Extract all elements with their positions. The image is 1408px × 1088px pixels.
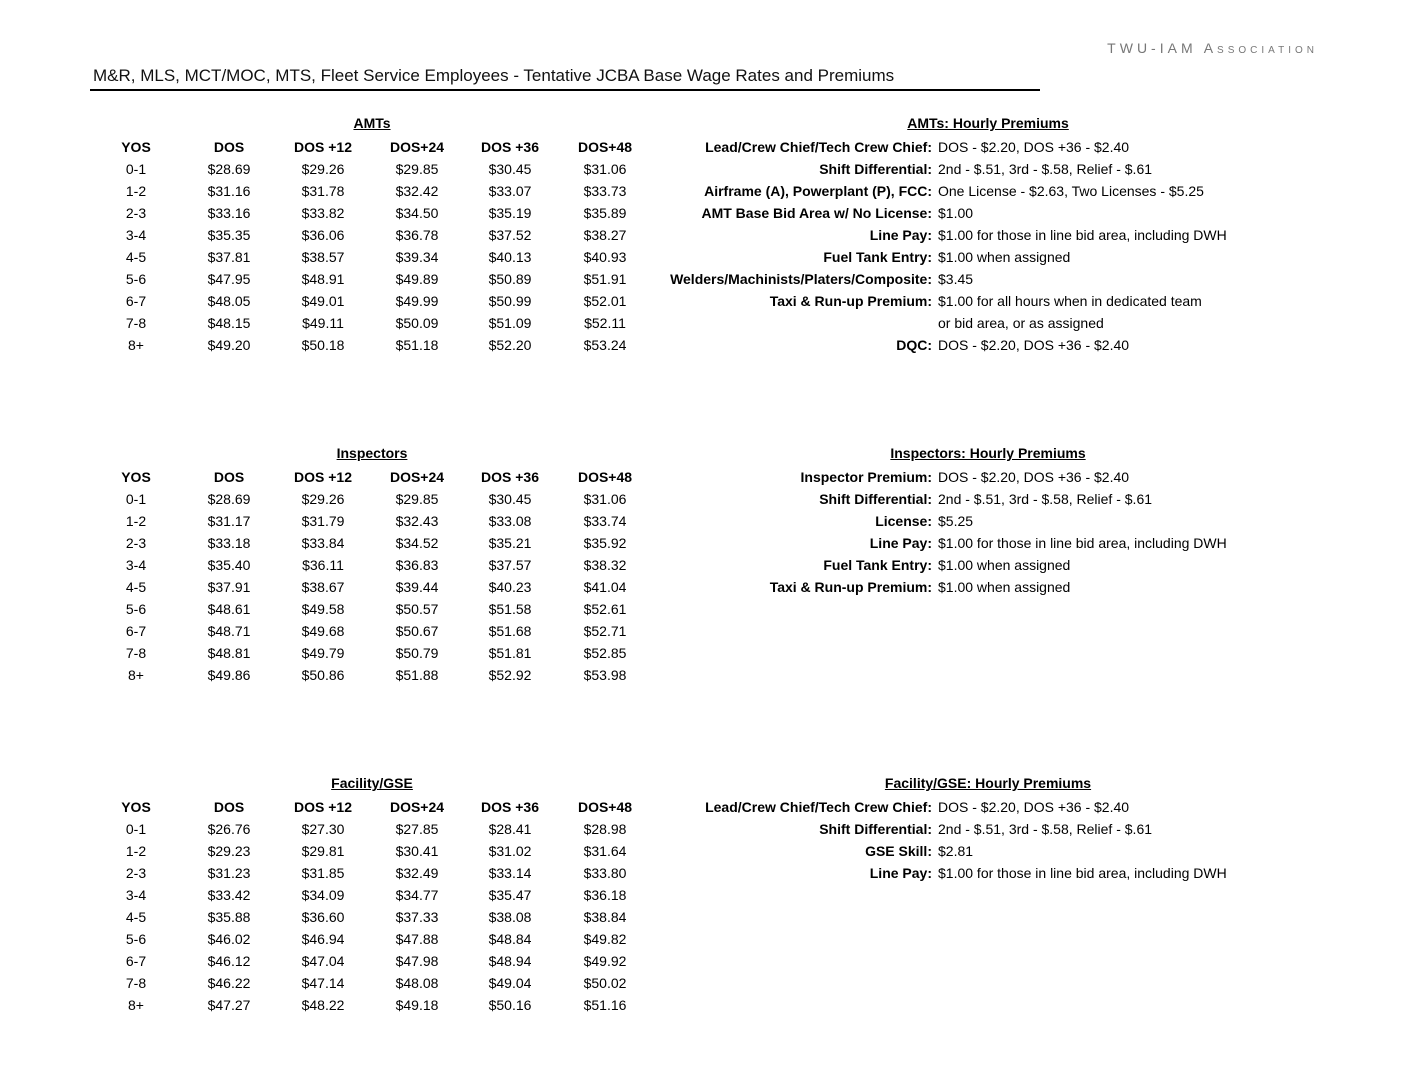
premium-value: $5.25 <box>938 513 974 529</box>
column-header: DOS +12 <box>294 139 352 155</box>
wage-cell: $37.91 <box>207 579 251 595</box>
wage-cell: $27.85 <box>395 821 439 837</box>
yos-cell: 0-1 <box>125 491 147 507</box>
premium-item <box>0 797 1408 819</box>
column-header: DOS +12 <box>294 469 352 485</box>
wage-cell: $32.43 <box>395 513 439 529</box>
yos-cell: 7-8 <box>125 645 147 661</box>
section-title: Facility/GSE <box>331 775 413 791</box>
wage-cell: $48.84 <box>488 931 532 947</box>
premium-label: Line Pay: <box>869 227 932 243</box>
yos-cell: 4-5 <box>125 909 147 925</box>
wage-cell: $40.23 <box>488 579 532 595</box>
column-header: DOS+24 <box>389 139 445 155</box>
wage-cell: $49.58 <box>301 601 345 617</box>
wage-cell: $51.16 <box>583 997 627 1013</box>
yos-cell: 8+ <box>128 667 144 683</box>
wage-cell: $35.21 <box>488 535 532 551</box>
premium-item <box>0 181 1408 203</box>
wage-cell: $50.16 <box>488 997 532 1013</box>
wage-cell: $48.81 <box>207 645 251 661</box>
wage-cell: $52.71 <box>583 623 627 639</box>
wage-cell: $32.42 <box>395 183 439 199</box>
wage-cell: $49.18 <box>395 997 439 1013</box>
wage-cell: $31.78 <box>301 183 345 199</box>
premium-item <box>0 225 1408 247</box>
wage-cell: $36.60 <box>301 909 345 925</box>
yos-cell: 1-2 <box>125 843 147 859</box>
wage-cell: $37.81 <box>207 249 251 265</box>
premium-label: Inspector Premium: <box>800 469 932 485</box>
yos-cell: 3-4 <box>125 887 147 903</box>
wage-cell: $33.18 <box>207 535 251 551</box>
wage-cell: $41.04 <box>583 579 627 595</box>
premium-value: $1.00 when assigned <box>938 249 1071 265</box>
wage-cell: $47.27 <box>207 997 251 1013</box>
column-header: DOS +36 <box>481 469 539 485</box>
column-header: DOS <box>213 469 245 485</box>
premium-value: $1.00 for those in line bid area, including DWH <box>938 865 1227 881</box>
premium-value: DOS - $2.20, DOS +36 - $2.40 <box>938 799 1130 815</box>
wage-cell: $33.08 <box>488 513 532 529</box>
wage-cell: $48.22 <box>301 997 345 1013</box>
wage-cell: $39.34 <box>395 249 439 265</box>
wage-cell: $48.71 <box>207 623 251 639</box>
table-row <box>0 951 700 973</box>
wage-cell: $31.17 <box>207 513 251 529</box>
wage-cell: $47.14 <box>301 975 345 991</box>
wage-cell: $34.50 <box>395 205 439 221</box>
wage-cell: $48.15 <box>207 315 251 331</box>
yos-cell: 5-6 <box>125 931 147 947</box>
yos-cell: 8+ <box>128 997 144 1013</box>
premium-value: $1.00 when assigned <box>938 579 1071 595</box>
wage-cell: $34.09 <box>301 887 345 903</box>
wage-cell: $31.06 <box>583 491 627 507</box>
yos-cell: 6-7 <box>125 623 147 639</box>
wage-cell: $33.14 <box>488 865 532 881</box>
wage-cell: $28.69 <box>207 161 251 177</box>
premium-item <box>0 863 1408 885</box>
wage-cell: $50.99 <box>488 293 532 309</box>
yos-cell: 2-3 <box>125 535 147 551</box>
premium-label: Line Pay: <box>869 865 932 881</box>
wage-cell: $48.08 <box>395 975 439 991</box>
wage-cell: $31.64 <box>583 843 627 859</box>
premium-label: DQC: <box>896 337 932 353</box>
wage-cell: $50.79 <box>395 645 439 661</box>
wage-cell: $46.02 <box>207 931 251 947</box>
wage-cell: $38.08 <box>488 909 532 925</box>
wage-cell: $31.16 <box>207 183 251 199</box>
column-header: DOS+48 <box>577 139 633 155</box>
premium-value: 2nd - $.51, 3rd - $.58, Relief - $.61 <box>938 491 1153 507</box>
yos-cell: 7-8 <box>125 315 147 331</box>
wage-cell: $38.67 <box>301 579 345 595</box>
premium-label: Shift Differential: <box>819 821 932 837</box>
premium-value: 2nd - $.51, 3rd - $.58, Relief - $.61 <box>938 821 1153 837</box>
table-row <box>0 973 700 995</box>
wage-cell: $28.69 <box>207 491 251 507</box>
wage-cell: $30.45 <box>488 491 532 507</box>
wage-cell: $36.18 <box>583 887 627 903</box>
yos-cell: 6-7 <box>125 293 147 309</box>
wage-cell: $51.88 <box>395 667 439 683</box>
wage-cell: $37.52 <box>488 227 532 243</box>
premiums-title: AMTs: Hourly Premiums <box>907 115 1069 131</box>
premium-item <box>0 159 1408 181</box>
column-header: DOS +36 <box>481 799 539 815</box>
wage-cell: $31.79 <box>301 513 345 529</box>
wage-cell: $33.84 <box>301 535 345 551</box>
wage-cell: $29.26 <box>301 491 345 507</box>
wage-cell: $35.40 <box>207 557 251 573</box>
premium-value: One License - $2.63, Two Licenses - $5.25 <box>938 183 1204 199</box>
wage-cell: $49.92 <box>583 953 627 969</box>
yos-cell: 4-5 <box>125 249 147 265</box>
title-rule <box>90 89 1040 91</box>
wage-cell: $33.73 <box>583 183 627 199</box>
wage-cell: $47.98 <box>395 953 439 969</box>
premium-value: $1.00 <box>938 205 974 221</box>
wage-cell: $33.74 <box>583 513 627 529</box>
yos-cell: 2-3 <box>125 205 147 221</box>
wage-cell: $40.93 <box>583 249 627 265</box>
table-row <box>0 907 700 929</box>
wage-cell: $33.16 <box>207 205 251 221</box>
premium-label: Fuel Tank Entry: <box>823 249 932 265</box>
yos-cell: 3-4 <box>125 227 147 243</box>
wage-cell: $48.94 <box>488 953 532 969</box>
wage-cell: $35.92 <box>583 535 627 551</box>
premium-label: Welders/Machinists/Platers/Composite: <box>670 271 932 287</box>
wage-cell: $52.92 <box>488 667 532 683</box>
premium-label: Lead/Crew Chief/Tech Crew Chief: <box>705 139 932 155</box>
wage-cell: $33.80 <box>583 865 627 881</box>
wage-cell: $50.18 <box>301 337 345 353</box>
wage-cell: $33.82 <box>301 205 345 221</box>
premium-item <box>0 137 1408 159</box>
wage-cell: $47.04 <box>301 953 345 969</box>
premiums-list <box>0 797 1408 885</box>
premium-item <box>0 335 1408 357</box>
wage-cell: $53.24 <box>583 337 627 353</box>
wage-cell: $35.88 <box>207 909 251 925</box>
wage-cell: $47.88 <box>395 931 439 947</box>
table-row <box>0 665 700 687</box>
premium-item <box>0 203 1408 225</box>
yos-cell: 1-2 <box>125 513 147 529</box>
wage-cell: $37.57 <box>488 557 532 573</box>
premium-value: $1.00 when assigned <box>938 557 1071 573</box>
premium-item <box>0 533 1408 555</box>
table-row <box>0 929 700 951</box>
premium-value: DOS - $2.20, DOS +36 - $2.40 <box>938 337 1130 353</box>
wage-cell: $28.98 <box>583 821 627 837</box>
wage-cell: $31.06 <box>583 161 627 177</box>
yos-cell: 0-1 <box>125 821 147 837</box>
wage-cell: $36.78 <box>395 227 439 243</box>
yos-cell: 2-3 <box>125 865 147 881</box>
wage-cell: $35.35 <box>207 227 251 243</box>
wage-cell: $48.91 <box>301 271 345 287</box>
wage-cell: $52.85 <box>583 645 627 661</box>
wage-cell: $26.76 <box>207 821 251 837</box>
premium-item <box>0 489 1408 511</box>
premium-item <box>0 269 1408 291</box>
premium-label: Lead/Crew Chief/Tech Crew Chief: <box>705 799 932 815</box>
wage-cell: $35.89 <box>583 205 627 221</box>
wage-cell: $52.61 <box>583 601 627 617</box>
wage-cell: $38.57 <box>301 249 345 265</box>
wage-cell: $31.85 <box>301 865 345 881</box>
wage-cell: $35.19 <box>488 205 532 221</box>
wage-cell: $49.68 <box>301 623 345 639</box>
wage-cell: $38.32 <box>583 557 627 573</box>
wage-cell: $51.81 <box>488 645 532 661</box>
premium-label: Shift Differential: <box>819 161 932 177</box>
yos-cell: 4-5 <box>125 579 147 595</box>
wage-cell: $52.20 <box>488 337 532 353</box>
wage-cell: $53.98 <box>583 667 627 683</box>
premium-value: or bid area, or as assigned <box>938 315 1104 331</box>
column-header: YOS <box>121 139 151 155</box>
premium-item <box>0 247 1408 269</box>
wage-cell: $50.89 <box>488 271 532 287</box>
premium-label: Airframe (A), Powerplant (P), FCC: <box>704 183 932 199</box>
premium-item <box>0 819 1408 841</box>
wage-cell: $50.86 <box>301 667 345 683</box>
wage-cell: $52.01 <box>583 293 627 309</box>
wage-cell: $51.58 <box>488 601 532 617</box>
premium-value: DOS - $2.20, DOS +36 - $2.40 <box>938 139 1130 155</box>
wage-cell: $50.09 <box>395 315 439 331</box>
wage-cell: $46.22 <box>207 975 251 991</box>
wage-cell: $49.20 <box>207 337 251 353</box>
premium-label: Line Pay: <box>869 535 932 551</box>
table-row <box>0 885 700 907</box>
premium-item <box>0 313 1408 335</box>
premium-value: $2.81 <box>938 843 974 859</box>
yos-cell: 5-6 <box>125 271 147 287</box>
wage-cell: $39.44 <box>395 579 439 595</box>
yos-cell: 0-1 <box>125 161 147 177</box>
premium-label: AMT Base Bid Area w/ No License: <box>701 205 932 221</box>
wage-cell: $49.79 <box>301 645 345 661</box>
premium-label: GSE Skill: <box>865 843 932 859</box>
premium-item <box>0 841 1408 863</box>
yos-cell: 1-2 <box>125 183 147 199</box>
wage-cell: $28.41 <box>488 821 532 837</box>
wage-cell: $51.18 <box>395 337 439 353</box>
column-header: DOS <box>213 139 245 155</box>
column-header: DOS+48 <box>577 469 633 485</box>
wage-cell: $40.13 <box>488 249 532 265</box>
wage-cell: $31.02 <box>488 843 532 859</box>
yos-cell: 5-6 <box>125 601 147 617</box>
premium-item <box>0 555 1408 577</box>
column-header: DOS+24 <box>389 469 445 485</box>
table-row <box>0 599 700 621</box>
premiums-list <box>0 137 1408 357</box>
wage-cell: $29.85 <box>395 161 439 177</box>
document-title: M&R, MLS, MCT/MOC, MTS, Fleet Service Employees - Tentative JCBA Base Wage Rates and Premiums <box>93 66 895 85</box>
wage-cell: $48.05 <box>207 293 251 309</box>
association-name: TWU-IAM Association <box>1107 40 1318 56</box>
premium-value: $3.45 <box>938 271 974 287</box>
premium-value: $1.00 for all hours when in dedicated team <box>938 293 1202 309</box>
column-header: DOS+24 <box>389 799 445 815</box>
column-header: DOS +12 <box>294 799 352 815</box>
premium-label: Fuel Tank Entry: <box>823 557 932 573</box>
premium-value: 2nd - $.51, 3rd - $.58, Relief - $.61 <box>938 161 1153 177</box>
wage-cell: $50.57 <box>395 601 439 617</box>
wage-cell: $29.26 <box>301 161 345 177</box>
premium-item <box>0 291 1408 313</box>
wage-cell: $51.68 <box>488 623 532 639</box>
wage-cell: $48.61 <box>207 601 251 617</box>
premiums-list <box>0 467 1408 599</box>
premium-item <box>0 511 1408 533</box>
yos-cell: 8+ <box>128 337 144 353</box>
wage-cell: $29.85 <box>395 491 439 507</box>
wage-cell: $38.84 <box>583 909 627 925</box>
wage-cell: $29.23 <box>207 843 251 859</box>
wage-cell: $31.23 <box>207 865 251 881</box>
column-header: DOS+48 <box>577 799 633 815</box>
premium-item <box>0 467 1408 489</box>
premium-value: DOS - $2.20, DOS +36 - $2.40 <box>938 469 1130 485</box>
wage-cell: $50.02 <box>583 975 627 991</box>
column-header: YOS <box>121 469 151 485</box>
premiums-title: Facility/GSE: Hourly Premiums <box>884 775 1092 791</box>
table-row <box>0 621 700 643</box>
premium-label: License: <box>875 513 932 529</box>
wage-cell: $37.33 <box>395 909 439 925</box>
premium-item <box>0 577 1408 599</box>
section-title: Inspectors <box>336 445 408 461</box>
wage-cell: $27.30 <box>301 821 345 837</box>
wage-cell: $46.12 <box>207 953 251 969</box>
wage-cell: $51.09 <box>488 315 532 331</box>
wage-cell: $52.11 <box>584 315 626 331</box>
wage-cell: $34.77 <box>395 887 439 903</box>
table-row <box>0 643 700 665</box>
wage-cell: $38.27 <box>583 227 627 243</box>
premiums-title: Inspectors: Hourly Premiums <box>890 445 1086 461</box>
premium-label: Taxi & Run-up Premium: <box>769 579 932 595</box>
wage-cell: $32.49 <box>395 865 439 881</box>
wage-cell: $49.99 <box>395 293 439 309</box>
wage-cell: $34.52 <box>395 535 439 551</box>
yos-cell: 3-4 <box>125 557 147 573</box>
wage-cell: $49.11 <box>302 315 344 331</box>
wage-cell: $36.06 <box>301 227 345 243</box>
wage-cell: $33.07 <box>488 183 532 199</box>
wage-cell: $51.91 <box>583 271 627 287</box>
column-header: YOS <box>121 799 151 815</box>
column-header: DOS <box>213 799 245 815</box>
wage-cell: $30.41 <box>395 843 439 859</box>
column-header: DOS +36 <box>481 139 539 155</box>
wage-cell: $49.82 <box>583 931 627 947</box>
table-row <box>0 995 700 1017</box>
wage-cell: $36.83 <box>395 557 439 573</box>
section-title: AMTs <box>353 115 391 131</box>
wage-cell: $49.89 <box>395 271 439 287</box>
wage-cell: $30.45 <box>488 161 532 177</box>
premium-label: Shift Differential: <box>819 491 932 507</box>
wage-cell: $33.42 <box>207 887 251 903</box>
wage-cell: $29.81 <box>301 843 345 859</box>
yos-cell: 7-8 <box>125 975 147 991</box>
wage-cell: $49.04 <box>488 975 532 991</box>
premium-label: Taxi & Run-up Premium: <box>769 293 932 309</box>
wage-cell: $35.47 <box>488 887 532 903</box>
premium-value: $1.00 for those in line bid area, including DWH <box>938 227 1227 243</box>
wage-cell: $46.94 <box>301 931 345 947</box>
wage-cell: $36.11 <box>302 557 344 573</box>
premium-value: $1.00 for those in line bid area, including DWH <box>938 535 1227 551</box>
yos-cell: 6-7 <box>125 953 147 969</box>
wage-cell: $49.86 <box>207 667 251 683</box>
wage-cell: $49.01 <box>301 293 345 309</box>
wage-cell: $50.67 <box>395 623 439 639</box>
wage-cell: $47.95 <box>207 271 251 287</box>
